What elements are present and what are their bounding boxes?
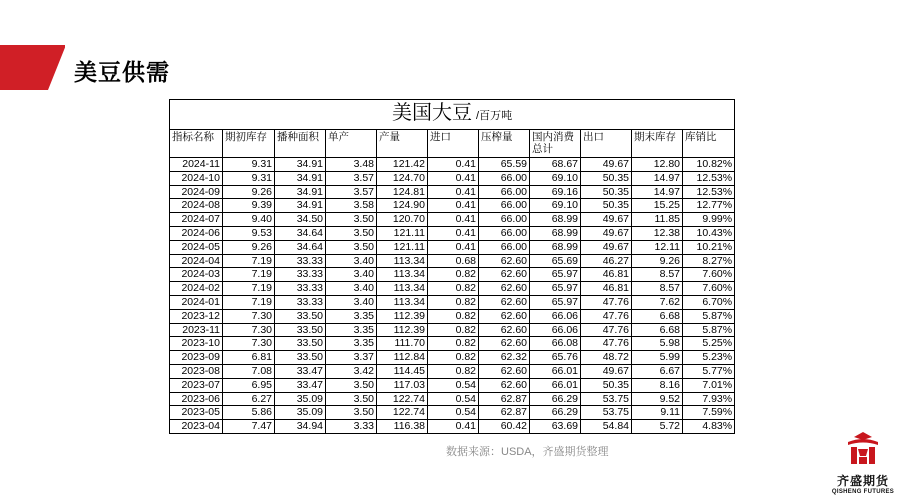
table-cell: 0.82 bbox=[428, 309, 479, 323]
table-cell: 46.27 bbox=[581, 254, 632, 268]
table-cell: 0.41 bbox=[428, 226, 479, 240]
table-cell: 3.50 bbox=[326, 406, 377, 420]
table-cell: 3.58 bbox=[326, 199, 377, 213]
company-logo bbox=[828, 430, 898, 500]
table-cell: 3.57 bbox=[326, 171, 377, 185]
table-cell: 5.23% bbox=[683, 351, 735, 365]
table-cell: 3.57 bbox=[326, 185, 377, 199]
row-date-cell: 2023-04 bbox=[170, 420, 223, 434]
table-cell: 3.40 bbox=[326, 295, 377, 309]
table-cell: 48.72 bbox=[581, 351, 632, 365]
table-cell: 65.76 bbox=[530, 351, 581, 365]
table-cell: 0.82 bbox=[428, 268, 479, 282]
table-cell: 12.53% bbox=[683, 185, 735, 199]
table-cell: 112.84 bbox=[377, 351, 428, 365]
table-cell: 0.54 bbox=[428, 406, 479, 420]
table-cell: 60.42 bbox=[479, 420, 530, 434]
table-cell: 63.69 bbox=[530, 420, 581, 434]
row-date-cell: 2023-05 bbox=[170, 406, 223, 420]
table-row bbox=[170, 185, 735, 199]
table-cell: 113.34 bbox=[377, 268, 428, 282]
logo-company-name-en: QISHENG FUTURES bbox=[831, 489, 895, 495]
table-cell: 68.67 bbox=[530, 158, 581, 172]
table-cell: 35.09 bbox=[275, 392, 326, 406]
table-cell: 5.72 bbox=[632, 420, 683, 434]
table-row bbox=[170, 226, 735, 240]
table-cell: 0.82 bbox=[428, 364, 479, 378]
table-body bbox=[170, 158, 735, 434]
column-header: 期初库存 bbox=[223, 130, 275, 158]
table-cell: 5.98 bbox=[632, 337, 683, 351]
table-cell: 122.74 bbox=[377, 392, 428, 406]
table-row bbox=[170, 158, 735, 172]
table-cell: 33.50 bbox=[275, 309, 326, 323]
table-row bbox=[170, 364, 735, 378]
table-cell: 66.06 bbox=[530, 323, 581, 337]
table-cell: 9.39 bbox=[223, 199, 275, 213]
table-row bbox=[170, 240, 735, 254]
table-cell: 66.00 bbox=[479, 240, 530, 254]
table-row bbox=[170, 171, 735, 185]
table-cell: 50.35 bbox=[581, 199, 632, 213]
table-cell: 6.81 bbox=[223, 351, 275, 365]
table-cell: 49.67 bbox=[581, 226, 632, 240]
table-cell: 121.42 bbox=[377, 158, 428, 172]
table-cell: 34.64 bbox=[275, 240, 326, 254]
table-cell: 66.00 bbox=[479, 226, 530, 240]
table-cell: 9.31 bbox=[223, 158, 275, 172]
table-row bbox=[170, 337, 735, 351]
table-cell: 3.40 bbox=[326, 268, 377, 282]
table-cell: 5.86 bbox=[223, 406, 275, 420]
table-cell: 62.87 bbox=[479, 392, 530, 406]
table-cell: 33.33 bbox=[275, 268, 326, 282]
row-date-cell: 2023-10 bbox=[170, 337, 223, 351]
table-cell: 0.41 bbox=[428, 240, 479, 254]
table-cell: 3.40 bbox=[326, 254, 377, 268]
table-cell: 0.82 bbox=[428, 295, 479, 309]
row-date-cell: 2024-07 bbox=[170, 213, 223, 227]
table-cell: 33.47 bbox=[275, 378, 326, 392]
table-cell: 62.60 bbox=[479, 364, 530, 378]
table-cell: 9.11 bbox=[632, 406, 683, 420]
table-cell: 12.80 bbox=[632, 158, 683, 172]
table-cell: 33.47 bbox=[275, 364, 326, 378]
table-cell: 3.50 bbox=[326, 213, 377, 227]
table-cell: 33.50 bbox=[275, 323, 326, 337]
table-cell: 124.90 bbox=[377, 199, 428, 213]
table-cell: 62.60 bbox=[479, 309, 530, 323]
row-date-cell: 2023-11 bbox=[170, 323, 223, 337]
data-source-note: 数据来源：USDA，齐盛期货整理 bbox=[446, 446, 609, 458]
table-cell: 8.57 bbox=[632, 268, 683, 282]
table-cell: 3.35 bbox=[326, 309, 377, 323]
table-caption bbox=[170, 100, 735, 130]
row-date-cell: 2024-09 bbox=[170, 185, 223, 199]
table-header-row bbox=[170, 130, 735, 158]
qisheng-logo-icon bbox=[842, 430, 884, 466]
table-cell: 49.67 bbox=[581, 213, 632, 227]
table-cell: 0.82 bbox=[428, 323, 479, 337]
row-date-cell: 2024-06 bbox=[170, 226, 223, 240]
table-row bbox=[170, 254, 735, 268]
row-date-cell: 2024-04 bbox=[170, 254, 223, 268]
table-cell: 7.19 bbox=[223, 254, 275, 268]
table-cell: 34.91 bbox=[275, 171, 326, 185]
table-cell: 8.27% bbox=[683, 254, 735, 268]
table-cell: 122.74 bbox=[377, 406, 428, 420]
table-row bbox=[170, 213, 735, 227]
table-cell: 3.50 bbox=[326, 226, 377, 240]
table-cell: 46.81 bbox=[581, 282, 632, 296]
table-cell: 7.30 bbox=[223, 337, 275, 351]
table-cell: 124.81 bbox=[377, 185, 428, 199]
column-header: 出口 bbox=[581, 130, 632, 158]
column-header: 单产 bbox=[326, 130, 377, 158]
row-date-cell: 2024-02 bbox=[170, 282, 223, 296]
row-date-cell: 2024-08 bbox=[170, 199, 223, 213]
table-cell: 69.10 bbox=[530, 171, 581, 185]
table-cell: 120.70 bbox=[377, 213, 428, 227]
table-cell: 112.39 bbox=[377, 309, 428, 323]
table-cell: 68.99 bbox=[530, 240, 581, 254]
table-cell: 0.41 bbox=[428, 420, 479, 434]
table-cell: 66.29 bbox=[530, 392, 581, 406]
table-row bbox=[170, 199, 735, 213]
table-cell: 62.60 bbox=[479, 295, 530, 309]
table-cell: 9.40 bbox=[223, 213, 275, 227]
soybean-supply-demand-table bbox=[169, 99, 735, 434]
table-cell: 62.60 bbox=[479, 282, 530, 296]
table-cell: 9.53 bbox=[223, 226, 275, 240]
table-cell: 9.52 bbox=[632, 392, 683, 406]
table-cell: 0.82 bbox=[428, 351, 479, 365]
table-cell: 113.34 bbox=[377, 282, 428, 296]
table-cell: 5.87% bbox=[683, 323, 735, 337]
table-cell: 114.45 bbox=[377, 364, 428, 378]
table-cell: 69.10 bbox=[530, 199, 581, 213]
table-cell: 3.48 bbox=[326, 158, 377, 172]
table-cell: 7.62 bbox=[632, 295, 683, 309]
table-cell: 12.11 bbox=[632, 240, 683, 254]
table-cell: 12.38 bbox=[632, 226, 683, 240]
table-cell: 66.00 bbox=[479, 213, 530, 227]
table-cell: 47.76 bbox=[581, 337, 632, 351]
table-cell: 49.67 bbox=[581, 364, 632, 378]
table-cell: 34.91 bbox=[275, 158, 326, 172]
table-cell: 47.76 bbox=[581, 323, 632, 337]
table-cell: 0.54 bbox=[428, 392, 479, 406]
table-cell: 0.41 bbox=[428, 213, 479, 227]
table-cell: 15.25 bbox=[632, 199, 683, 213]
column-header: 指标名称 bbox=[170, 130, 223, 158]
data-table-container bbox=[169, 99, 734, 434]
row-date-cell: 2023-06 bbox=[170, 392, 223, 406]
table-cell: 34.64 bbox=[275, 226, 326, 240]
table-cell: 0.41 bbox=[428, 171, 479, 185]
table-cell: 7.01% bbox=[683, 378, 735, 392]
table-cell: 33.50 bbox=[275, 351, 326, 365]
table-cell: 33.33 bbox=[275, 254, 326, 268]
table-cell: 14.97 bbox=[632, 171, 683, 185]
table-cell: 10.21% bbox=[683, 240, 735, 254]
table-cell: 14.97 bbox=[632, 185, 683, 199]
table-cell: 47.76 bbox=[581, 309, 632, 323]
table-cell: 10.43% bbox=[683, 226, 735, 240]
table-cell: 62.32 bbox=[479, 351, 530, 365]
table-cell: 6.70% bbox=[683, 295, 735, 309]
table-cell: 7.59% bbox=[683, 406, 735, 420]
table-cell: 3.33 bbox=[326, 420, 377, 434]
table-cell: 121.11 bbox=[377, 226, 428, 240]
table-cell: 11.85 bbox=[632, 213, 683, 227]
table-cell: 46.81 bbox=[581, 268, 632, 282]
table-cell: 66.00 bbox=[479, 199, 530, 213]
table-cell: 35.09 bbox=[275, 406, 326, 420]
table-cell: 5.77% bbox=[683, 364, 735, 378]
table-cell: 7.60% bbox=[683, 268, 735, 282]
table-cell: 12.53% bbox=[683, 171, 735, 185]
table-cell: 0.54 bbox=[428, 378, 479, 392]
row-date-cell: 2023-07 bbox=[170, 378, 223, 392]
table-cell: 7.93% bbox=[683, 392, 735, 406]
table-cell: 7.47 bbox=[223, 420, 275, 434]
table-cell: 4.83% bbox=[683, 420, 735, 434]
table-row bbox=[170, 295, 735, 309]
table-cell: 7.08 bbox=[223, 364, 275, 378]
table-cell: 66.08 bbox=[530, 337, 581, 351]
table-cell: 0.41 bbox=[428, 185, 479, 199]
table-cell: 0.82 bbox=[428, 282, 479, 296]
column-header: 库销比 bbox=[683, 130, 735, 158]
table-cell: 12.77% bbox=[683, 199, 735, 213]
table-cell: 9.99% bbox=[683, 213, 735, 227]
table-cell: 62.60 bbox=[479, 323, 530, 337]
table-cell: 65.97 bbox=[530, 282, 581, 296]
table-cell: 113.34 bbox=[377, 295, 428, 309]
table-cell: 65.59 bbox=[479, 158, 530, 172]
table-cell: 50.35 bbox=[581, 185, 632, 199]
table-cell: 0.68 bbox=[428, 254, 479, 268]
table-cell: 66.06 bbox=[530, 309, 581, 323]
row-date-cell: 2023-09 bbox=[170, 351, 223, 365]
column-header: 播种面积 bbox=[275, 130, 326, 158]
title-accent-bar bbox=[0, 45, 65, 90]
table-cell: 47.76 bbox=[581, 295, 632, 309]
table-row bbox=[170, 323, 735, 337]
table-cell: 117.03 bbox=[377, 378, 428, 392]
table-cell: 53.75 bbox=[581, 392, 632, 406]
table-cell: 10.82% bbox=[683, 158, 735, 172]
table-cell: 3.42 bbox=[326, 364, 377, 378]
table-cell: 121.11 bbox=[377, 240, 428, 254]
column-header: 压榨量 bbox=[479, 130, 530, 158]
table-cell: 62.87 bbox=[479, 406, 530, 420]
table-cell: 6.95 bbox=[223, 378, 275, 392]
table-row bbox=[170, 406, 735, 420]
table-cell: 62.60 bbox=[479, 268, 530, 282]
table-cell: 5.99 bbox=[632, 351, 683, 365]
table-cell: 62.60 bbox=[479, 254, 530, 268]
table-cell: 65.69 bbox=[530, 254, 581, 268]
table-cell: 111.70 bbox=[377, 337, 428, 351]
table-cell: 5.25% bbox=[683, 337, 735, 351]
table-cell: 62.60 bbox=[479, 378, 530, 392]
table-cell: 68.99 bbox=[530, 213, 581, 227]
table-cell: 65.97 bbox=[530, 268, 581, 282]
table-cell: 6.27 bbox=[223, 392, 275, 406]
table-cell: 53.75 bbox=[581, 406, 632, 420]
column-header: 产量 bbox=[377, 130, 428, 158]
table-cell: 3.50 bbox=[326, 240, 377, 254]
row-date-cell: 2024-03 bbox=[170, 268, 223, 282]
table-cell: 9.26 bbox=[223, 185, 275, 199]
table-cell: 3.37 bbox=[326, 351, 377, 365]
table-cell: 7.19 bbox=[223, 282, 275, 296]
table-cell: 33.33 bbox=[275, 282, 326, 296]
table-cell: 8.57 bbox=[632, 282, 683, 296]
table-cell: 34.91 bbox=[275, 185, 326, 199]
row-date-cell: 2024-01 bbox=[170, 295, 223, 309]
table-cell: 65.97 bbox=[530, 295, 581, 309]
row-date-cell: 2023-12 bbox=[170, 309, 223, 323]
table-cell: 3.50 bbox=[326, 378, 377, 392]
table-cell: 50.35 bbox=[581, 378, 632, 392]
table-cell: 3.40 bbox=[326, 282, 377, 296]
table-cell: 50.35 bbox=[581, 171, 632, 185]
row-date-cell: 2023-08 bbox=[170, 364, 223, 378]
column-header: 进口 bbox=[428, 130, 479, 158]
table-cell: 0.41 bbox=[428, 158, 479, 172]
column-header: 期末库存 bbox=[632, 130, 683, 158]
table-row bbox=[170, 268, 735, 282]
table-cell: 54.84 bbox=[581, 420, 632, 434]
table-cell: 6.68 bbox=[632, 323, 683, 337]
table-caption-unit: /百万吨 bbox=[476, 109, 513, 122]
table-cell: 124.70 bbox=[377, 171, 428, 185]
row-date-cell: 2024-10 bbox=[170, 171, 223, 185]
logo-company-name: 齐盛期货 bbox=[836, 474, 889, 488]
table-row bbox=[170, 420, 735, 434]
table-cell: 3.50 bbox=[326, 392, 377, 406]
table-cell: 0.82 bbox=[428, 337, 479, 351]
table-cell: 8.16 bbox=[632, 378, 683, 392]
table-cell: 112.39 bbox=[377, 323, 428, 337]
table-cell: 0.41 bbox=[428, 199, 479, 213]
table-cell: 68.99 bbox=[530, 226, 581, 240]
table-row bbox=[170, 392, 735, 406]
table-cell: 113.34 bbox=[377, 254, 428, 268]
table-cell: 34.50 bbox=[275, 213, 326, 227]
table-cell: 6.67 bbox=[632, 364, 683, 378]
table-cell: 34.91 bbox=[275, 199, 326, 213]
table-cell: 3.35 bbox=[326, 337, 377, 351]
table-cell: 69.16 bbox=[530, 185, 581, 199]
table-cell: 66.00 bbox=[479, 171, 530, 185]
table-cell: 33.50 bbox=[275, 337, 326, 351]
table-cell: 7.19 bbox=[223, 295, 275, 309]
row-date-cell: 2024-05 bbox=[170, 240, 223, 254]
table-cell: 33.33 bbox=[275, 295, 326, 309]
table-cell: 7.19 bbox=[223, 268, 275, 282]
table-cell: 5.87% bbox=[683, 309, 735, 323]
table-cell: 7.30 bbox=[223, 309, 275, 323]
table-cell: 9.26 bbox=[632, 254, 683, 268]
row-date-cell: 2024-11 bbox=[170, 158, 223, 172]
table-cell: 66.00 bbox=[479, 185, 530, 199]
table-row bbox=[170, 378, 735, 392]
table-cell: 3.35 bbox=[326, 323, 377, 337]
table-row bbox=[170, 351, 735, 365]
table-row bbox=[170, 282, 735, 296]
table-cell: 34.94 bbox=[275, 420, 326, 434]
table-cell: 7.60% bbox=[683, 282, 735, 296]
table-cell: 49.67 bbox=[581, 158, 632, 172]
table-cell: 9.31 bbox=[223, 171, 275, 185]
table-row bbox=[170, 309, 735, 323]
table-cell: 7.30 bbox=[223, 323, 275, 337]
table-cell: 66.29 bbox=[530, 406, 581, 420]
table-cell: 6.68 bbox=[632, 309, 683, 323]
table-cell: 9.26 bbox=[223, 240, 275, 254]
table-cell: 49.67 bbox=[581, 240, 632, 254]
table-cell: 116.38 bbox=[377, 420, 428, 434]
page-title: 美豆供需 bbox=[74, 59, 170, 85]
table-cell: 66.01 bbox=[530, 364, 581, 378]
table-cell: 62.60 bbox=[479, 337, 530, 351]
column-header: 国内消费总计 bbox=[530, 130, 581, 158]
table-caption-title: 美国大豆 bbox=[392, 101, 473, 124]
table-cell: 66.01 bbox=[530, 378, 581, 392]
